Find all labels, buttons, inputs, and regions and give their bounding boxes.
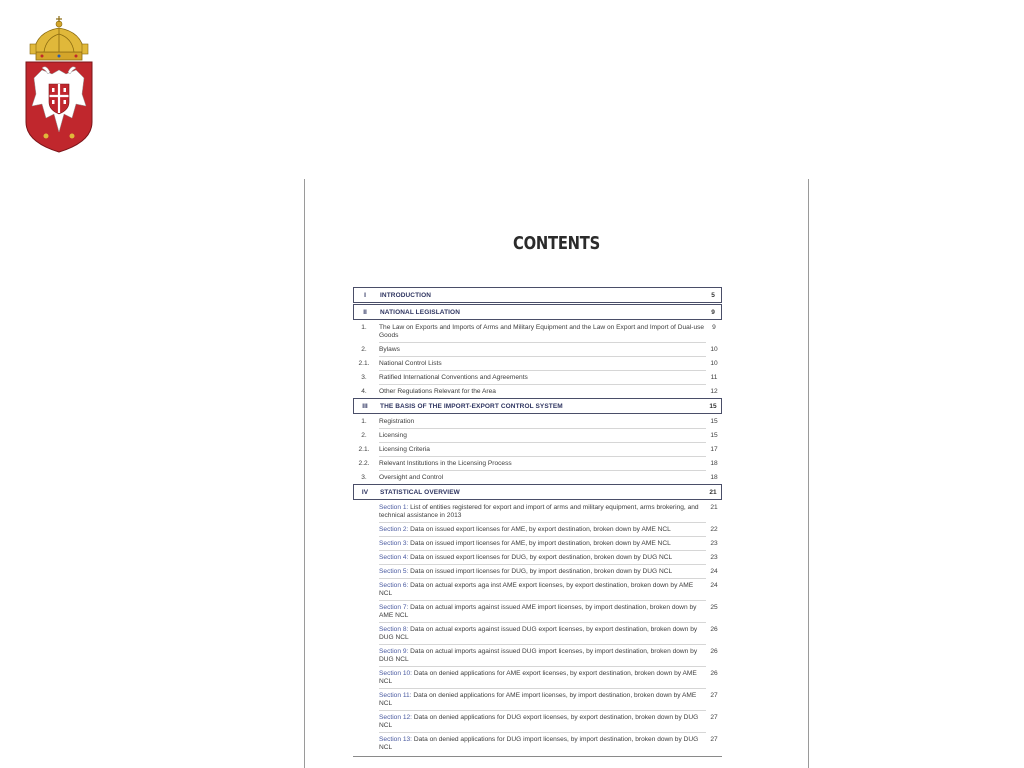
toc-entry-title: Licensing Criteria	[379, 446, 706, 457]
toc-page-number: 21	[710, 504, 718, 511]
toc-entry-title: Relevant Institutions in the Licensing Process	[379, 460, 706, 471]
toc-page-number: 26	[710, 670, 718, 677]
toc-section-link[interactable]: Section 4:	[379, 554, 409, 561]
toc-section-link[interactable]: Section 11:	[379, 692, 412, 699]
toc-entry-number: 2.	[361, 432, 367, 439]
toc-entry-description: Data on issued import licenses for AME, by import destination, broken down by AME NCL	[410, 540, 671, 547]
toc-entry-title	[379, 670, 706, 689]
toc-entry-title: Bylaws	[379, 346, 706, 357]
toc-entry-title	[379, 526, 706, 537]
toc-section-title: THE BASIS OF THE IMPORT-EXPORT CONTROL SYSTEM	[380, 402, 563, 410]
toc-section-title: INTRODUCTION	[380, 291, 432, 299]
toc-entry-title	[379, 714, 706, 733]
toc-entry[interactable]	[353, 443, 722, 457]
toc-section-link[interactable]: Section 10:	[379, 670, 412, 677]
toc-page-number: 10	[710, 360, 718, 367]
toc-section-heading[interactable]	[353, 398, 722, 414]
toc-page-number: 12	[710, 388, 718, 395]
toc-page-number: 18	[710, 460, 718, 467]
toc-page-number: 9	[711, 308, 715, 316]
toc-entry-number: 2.1.	[358, 360, 370, 367]
toc-entry[interactable]	[353, 429, 722, 443]
toc-statistical-entry[interactable]	[353, 601, 722, 623]
toc-entry-number: 2.	[361, 346, 367, 353]
toc-section-number: III	[362, 402, 368, 410]
toc-entry-description: Data on issued import licenses for DUG, by import destination, broken down by DUG NCL	[410, 568, 673, 575]
toc-page-number: 27	[710, 714, 718, 721]
toc-page-number: 18	[710, 474, 718, 481]
toc-entry-title: National Control Lists	[379, 360, 706, 371]
toc-statistical-entry[interactable]	[353, 523, 722, 537]
toc-page-number: 27	[710, 692, 718, 699]
toc-page-number: 26	[710, 648, 718, 655]
toc-entry-number: 2.1.	[358, 446, 370, 453]
toc-section-link[interactable]: Section 5:	[379, 568, 409, 575]
toc-statistical-entry[interactable]	[353, 623, 722, 645]
toc-bottom-rule	[353, 756, 722, 757]
toc-page-number: 25	[710, 604, 718, 611]
toc-entry-description: Data on actual imports against issued DUG import licenses, by import destination, broken down by DUG NCL	[379, 648, 698, 663]
toc-section-link[interactable]: Section 7:	[379, 604, 409, 611]
toc-entry-title	[379, 604, 706, 623]
toc-section-link[interactable]: Section 8:	[379, 626, 409, 633]
toc-section-link[interactable]: Section 12:	[379, 714, 412, 721]
toc-entry-number: 2.2.	[358, 460, 370, 467]
toc-entry[interactable]	[353, 471, 722, 484]
toc-statistical-entry[interactable]	[353, 565, 722, 579]
toc-section-heading[interactable]	[353, 304, 722, 320]
toc-statistical-entry[interactable]	[353, 501, 722, 523]
toc-page-number: 5	[711, 291, 715, 299]
toc-page-number: 21	[709, 488, 717, 496]
toc-statistical-entry[interactable]	[353, 711, 722, 733]
toc-entry-title	[379, 736, 706, 754]
toc-entry-title	[379, 540, 706, 551]
toc-section-link[interactable]: Section 6:	[379, 582, 409, 589]
toc-section-heading[interactable]	[353, 484, 722, 500]
toc-entry[interactable]	[353, 343, 722, 357]
toc-page-number: 23	[710, 540, 718, 547]
toc-entry-number: 4.	[361, 388, 367, 395]
toc-page-number: 15	[710, 432, 718, 439]
toc-entry-title: Other Regulations Relevant for the Area	[379, 388, 496, 395]
toc-entry-title	[379, 626, 706, 645]
toc-section-heading[interactable]	[353, 287, 722, 303]
toc-entry-title: The Law on Exports and Imports of Arms and Military Equipment and the Law on Export and Import of Dual-use Goods	[379, 324, 706, 343]
toc-section-number: II	[363, 308, 367, 316]
toc-page-number: 15	[709, 402, 717, 410]
toc-entry-title	[379, 582, 706, 601]
toc-entry[interactable]	[353, 415, 722, 429]
toc-entry-title: Oversight and Control	[379, 474, 444, 481]
toc-page-number: 15	[710, 418, 718, 425]
toc-entry[interactable]	[353, 321, 722, 343]
toc-entry-title	[379, 648, 706, 667]
toc-entry[interactable]	[353, 357, 722, 371]
toc-entry-description: Data on actual exports aga inst AME export licenses, by export destination, broken down by AME NCL	[379, 582, 694, 597]
toc-entry-description: Data on denied applications for DUG import licenses, by import destination, broken down by DUG NCL	[379, 736, 699, 751]
coat-of-arms-icon	[22, 14, 96, 154]
toc-statistical-entry[interactable]	[353, 579, 722, 601]
toc-page-number: 17	[710, 446, 718, 453]
toc-entry-description: Data on denied applications for AME export licenses, by export destination, broken down by AME NCL	[379, 670, 697, 685]
toc-entry-title: Ratified International Conventions and Agreements	[379, 374, 706, 385]
toc-page-number: 24	[710, 582, 718, 589]
toc-section-number: I	[364, 291, 366, 299]
toc-statistical-entry[interactable]	[353, 667, 722, 689]
toc-entry-description: Data on denied applications for AME import licenses, by import destination, broken down by AME NCL	[379, 692, 697, 707]
toc-entry[interactable]	[353, 457, 722, 471]
toc-entry[interactable]	[353, 371, 722, 385]
toc-entry-description: List of entities registered for export and import of arms and military equipment, arms brokering, and technical assistance in 2013	[379, 504, 699, 519]
toc-statistical-entry[interactable]	[353, 733, 722, 754]
toc-section-link[interactable]: Section 3:	[379, 540, 409, 547]
toc-statistical-entry[interactable]	[353, 689, 722, 711]
toc-entry-number: 1.	[361, 324, 367, 331]
toc-entry-title	[379, 692, 706, 711]
toc-section-link[interactable]: Section 13:	[379, 736, 412, 743]
toc-entry-title	[379, 568, 706, 579]
toc-entry-title	[379, 554, 706, 565]
toc-entry-description: Data on denied applications for DUG export licenses, by export destination, broken down by DUG NCL	[379, 714, 699, 729]
toc-statistical-entry[interactable]	[353, 645, 722, 667]
toc-page-number: 24	[710, 568, 718, 575]
toc-entry-number: 1.	[361, 418, 367, 425]
table-of-contents	[353, 287, 722, 757]
toc-statistical-entry[interactable]	[353, 551, 722, 565]
toc-section-number: IV	[361, 488, 369, 496]
toc-page-number: 22	[710, 526, 718, 533]
toc-entry-title	[379, 504, 706, 523]
toc-section-link[interactable]: Section 9:	[379, 648, 409, 655]
toc-page-number: 9	[712, 324, 716, 331]
toc-entry-description: Data on actual imports against issued AME import licenses, by import destination, broken down by AME NCL	[379, 604, 697, 619]
toc-entry-description: Data on issued export licenses for DUG, by export destination, broken down by DUG NCL	[410, 554, 673, 561]
toc-entry-number: 3.	[361, 374, 367, 381]
toc-entry-description: Data on issued export licenses for AME, by export destination, broken down by AME NCL	[410, 526, 671, 533]
toc-statistical-entry[interactable]	[353, 537, 722, 551]
toc-page-number: 23	[710, 554, 718, 561]
toc-page-number: 26	[710, 626, 718, 633]
toc-section-link[interactable]: Section 2:	[379, 526, 409, 533]
toc-page-number: 10	[710, 346, 718, 353]
toc-entry-description: Data on actual exports against issued DUG export licenses, by export destination, broken down by DUG NCL	[379, 626, 698, 641]
toc-entry-title: Registration	[379, 418, 706, 429]
toc-page-number: 27	[710, 736, 718, 743]
toc-section-link[interactable]: Section 1:	[379, 504, 409, 511]
toc-entry-title: Licensing	[379, 432, 706, 443]
toc-section-title: STATISTICAL OVERVIEW	[380, 488, 460, 496]
crown-icon	[30, 16, 88, 60]
toc-entry[interactable]	[353, 385, 722, 398]
document-page	[304, 179, 809, 768]
toc-page-number: 11	[710, 374, 718, 381]
page-title: CONTENTS	[513, 233, 600, 254]
toc-section-title: NATIONAL LEGISLATION	[380, 308, 460, 316]
toc-entry-number: 3.	[361, 474, 367, 481]
